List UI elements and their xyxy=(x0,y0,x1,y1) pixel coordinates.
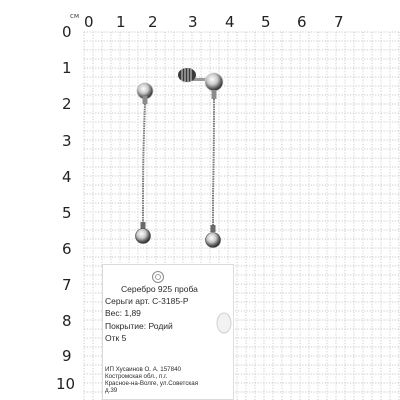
left-tick-1: 1 xyxy=(62,59,72,77)
unit-label: см xyxy=(70,12,80,20)
left-tick-8: 8 xyxy=(62,312,72,330)
tag-town: Красное-на-Волге, ул.Советская xyxy=(105,380,199,387)
left-tick-9: 9 xyxy=(62,347,72,365)
right-connector xyxy=(212,90,217,99)
left-tick-3: 3 xyxy=(62,132,72,150)
left-bottom-ball xyxy=(136,229,151,244)
tag-metal: Серебро 925 проба xyxy=(121,284,198,294)
top-tick-3: 3 xyxy=(188,13,198,31)
top-tick-1: 1 xyxy=(116,13,126,31)
tag-house: д.39 xyxy=(105,387,118,394)
left-tick-7: 7 xyxy=(62,276,72,294)
tag-hole xyxy=(214,310,234,336)
top-tick-0: 0 xyxy=(84,13,94,31)
left-tick-6: 6 xyxy=(62,240,72,258)
left-connector xyxy=(143,96,148,104)
right-cap xyxy=(211,225,216,232)
left-tick-2: 2 xyxy=(62,95,72,113)
tag-weight: Вес: 1,89 xyxy=(105,308,141,318)
top-tick-7: 7 xyxy=(334,13,344,31)
left-tick-10: 10 xyxy=(56,375,76,393)
tag-region: Костромская обл., п.г. xyxy=(105,373,168,380)
left-earring xyxy=(136,83,154,244)
right-top-ball xyxy=(205,73,223,91)
top-tick-5: 5 xyxy=(261,13,271,31)
right-bottom-ball xyxy=(206,233,221,248)
tag-otk: Отк 5 xyxy=(105,333,127,343)
tag-article: Серьги арт. С-3185-Р xyxy=(105,296,189,306)
tag-coating: Покрытие: Родий xyxy=(105,321,173,331)
left-chain xyxy=(143,104,145,225)
price-tag xyxy=(102,264,234,400)
assay-hallmark xyxy=(151,270,165,284)
tag-maker: ИП Хусаинов О. А. 157840 xyxy=(105,366,181,373)
left-cap xyxy=(141,222,146,229)
left-tick-4: 4 xyxy=(62,168,72,186)
left-tick-0: 0 xyxy=(62,23,72,41)
top-tick-2: 2 xyxy=(148,13,158,31)
top-tick-4: 4 xyxy=(225,13,235,31)
top-tick-6: 6 xyxy=(297,13,307,31)
right-chain xyxy=(213,99,214,228)
right-earring xyxy=(178,68,223,248)
left-tick-5: 5 xyxy=(62,204,72,222)
